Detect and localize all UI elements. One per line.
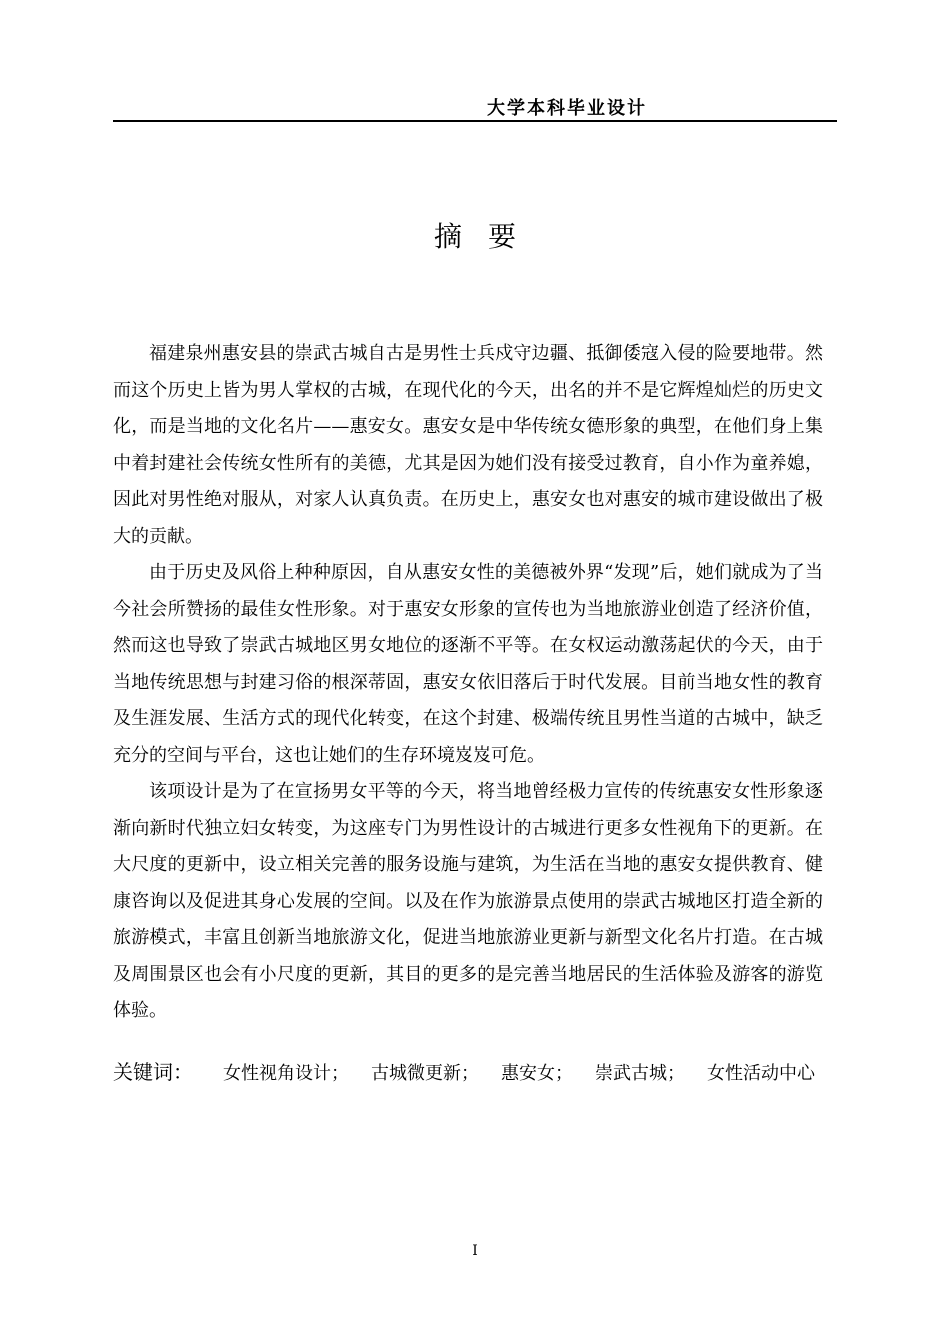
keywords-section <box>113 1050 825 1096</box>
page-header <box>113 92 837 122</box>
header-title: 大学本科毕业设计 <box>487 98 647 119</box>
keyword-item: 崇武古城； <box>595 1063 685 1084</box>
keyword-item: 女性活动中心 <box>707 1063 815 1084</box>
keyword-item: 女性视角设计； <box>223 1063 349 1084</box>
keyword-item: 古城微更新； <box>371 1063 479 1084</box>
page-title: 摘要 <box>433 220 542 253</box>
abstract-paragraph: 该项设计是为了在宣扬男女平等的今天，将当地曾经极力宣传的传统惠安女性形象逐渐向新时代独立妇女转变，为这座专门为男性设计的古城进行更多女性视角下的更新。在大尺度的更新中，设立相关完善的服务设施与建筑，为生活在当地的惠安女提供教育、健康咨询以及促进其身心发展的空间。以及在作为旅游景点使用的崇武古城地区打造全新的旅游模式，丰富且创新当地旅游文化，促进当地旅游业更新与新型文化名片打造。在古城及周围景区也会有小尺度的更新，其目的更多的是完善当地居民的生活体验及游客的游览体验。 <box>113 781 823 1021</box>
keywords-label: 关键词： <box>113 1060 193 1084</box>
keyword-item: 惠安女； <box>501 1063 573 1084</box>
page-number: I <box>472 1243 478 1259</box>
abstract-paragraph: 由于历史及风俗上种种原因，自从惠安女性的美德被外界“发现”后，她们就成为了当今社会所赞扬的最佳女性形象。对于惠安女形象的宣传也为当地旅游业创造了经济价值，然而这也导致了崇武古城地区男女地位的逐渐不平等。在女权运动激荡起伏的今天，由于当地传统思想与封建习俗的根深蒂固，惠安女依旧落后于时代发展。目前当地女性的教育及生涯发展、生活方式的现代化转变，在这个封建、极端传统且男性当道的古城中，缺乏充分的空间与平台，这也让她们的生存环境岌岌可危。 <box>113 562 823 766</box>
abstract-body <box>113 336 823 1030</box>
abstract-paragraph: 福建泉州惠安县的崇武古城自古是男性士兵戍守边疆、抵御倭寇入侵的险要地带。然而这个历史上皆为男人掌权的古城，在现代化的今天，出名的并不是它辉煌灿烂的历史文化，而是当地的文化名片——惠安女。惠安女是中华传统女德形象的典型，在他们身上集中着封建社会传统女性所有的美德，尤其是因为她们没有接受过教育，自小作为童养媳，因此对男性绝对服从，对家人认真负责。在历史上，惠安女也对惠安的城市建设做出了极大的贡献。 <box>113 343 823 547</box>
